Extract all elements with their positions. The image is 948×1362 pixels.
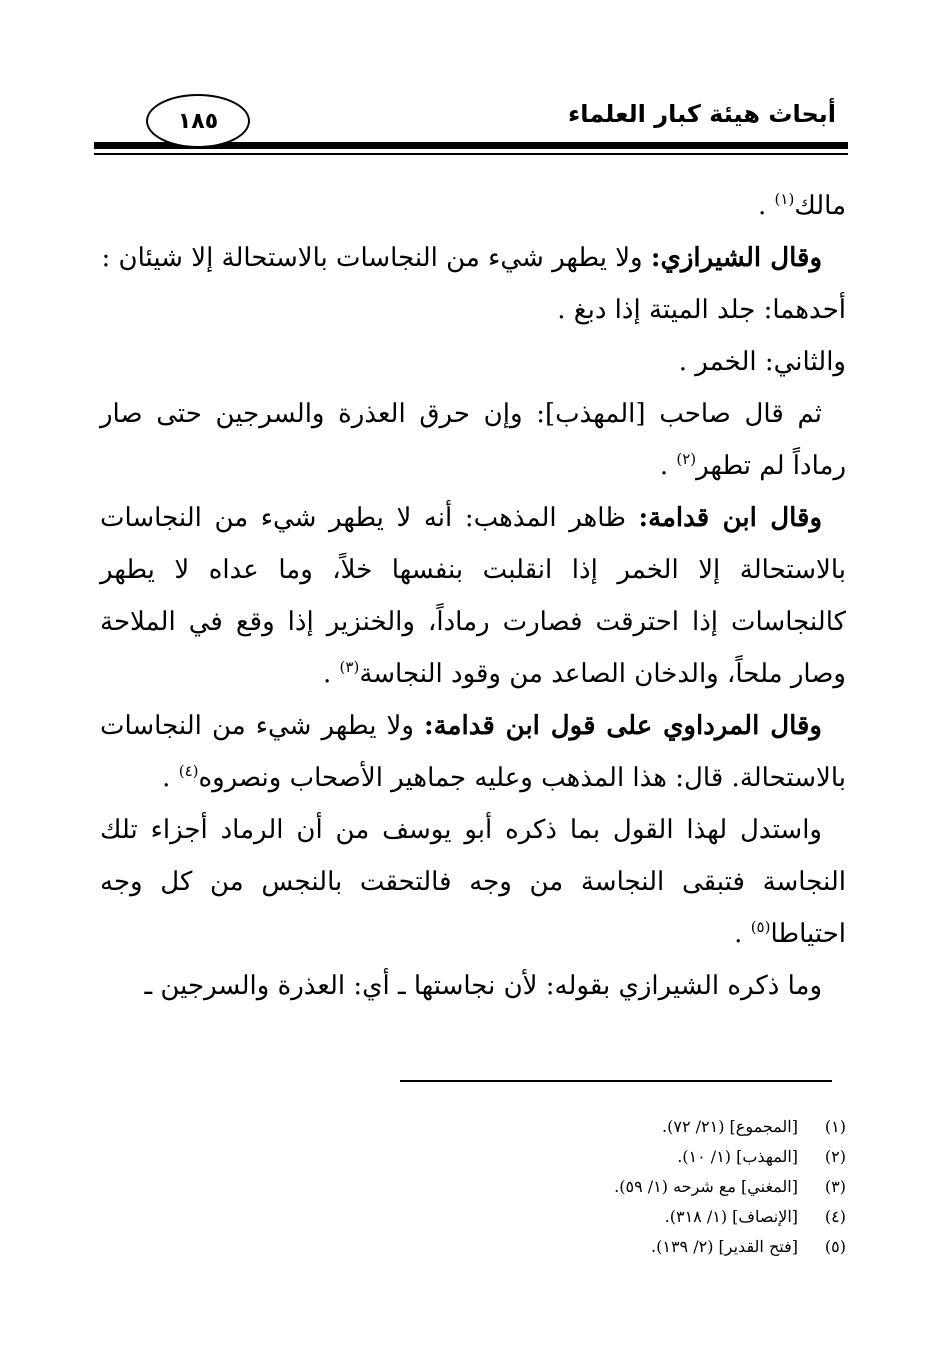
paragraph-8: واستدل لهذا القول بما ذكره أبو يوسف من أن الرماد أجزاء تلك النجاسة فتبقى النجاسة من وجه فالتحقت بالنجس من كل وجه احتياطا$^{(٥)}$ . (100, 815, 846, 949)
paragraph-6: وقال ابن قدامة: ظاهر المذهب: أنه لا يطهر شيء من النجاسات بالاستحالة إلا الخمر إذا انقلبت بنفسها خلاً، وما عداه لا يطهر كالنجاسات إذا احترقت فصارت رماداً، والخنزير إذا وقع في الملاحة وصار ملحاً، والدخان الصاعد من وقود النجاسة$^{(٣)}$ . (100, 503, 846, 689)
paragraph-2: وقال الشيرازي: ولا يطهر شيء من النجاسات بالاستحالة إلا شيئان : (101, 243, 822, 273)
speaker-mardawi: وقال المرداوي على قول ابن قدامة: (424, 711, 822, 741)
footnote-text: [المهذب] (١/ ١٠). (677, 1147, 798, 1166)
paragraph-5: ثم قال صاحب [المهذب]: وإن حرق العذرة والسرجين حتى صار رماداً لم تطهر$^{(٢)}$ . (100, 399, 846, 481)
footnote-text: [الإنصاف] (١/ ٣١٨). (664, 1207, 798, 1226)
footnote-number: (٢) (824, 1147, 846, 1166)
running-title: أبحاث هيئة كبار العلماء (567, 100, 836, 128)
footnote-ref-1: (١) (774, 190, 795, 208)
paragraph-7: وقال المرداوي على قول ابن قدامة: ولا يطهر شيء من النجاسات بالاستحالة. قال: هذا المذهب وعليه جماهير الأصحاب ونصروه$^{(٤)}$ . (100, 711, 846, 793)
footnote-number: (١) (824, 1117, 846, 1136)
footnote-ref-5: (٥) (750, 918, 771, 936)
paragraph-9: وما ذكره الشيرازي بقوله: لأن نجاستها ـ أي: العذرة والسرجين ـ (144, 971, 822, 1001)
footnote-text: [المغني] مع شرحه (١/ ٥٩). (614, 1177, 798, 1196)
footnote-number: (٥) (824, 1237, 846, 1256)
footnote-5 (100, 1232, 846, 1262)
speaker-ibn-qudama: وقال ابن قدامة: (638, 503, 822, 533)
footnote-2 (100, 1142, 846, 1172)
footnote-separator (400, 1080, 832, 1082)
footnotes (100, 1112, 846, 1262)
speaker-shirazi: وقال الشيرازي: (650, 243, 822, 273)
footnote-4 (100, 1202, 846, 1232)
footnote-text: [المجموع] (٢١/ ٧٢). (662, 1117, 798, 1136)
main-text (100, 180, 846, 1012)
footnote-ref-2: (٢) (676, 450, 697, 468)
paragraph-3: أحدهما: جلد الميتة إذا دبغ . (557, 295, 846, 325)
footnote-3 (100, 1172, 846, 1202)
footnote-text: [فتح القدير] (٢/ ١٣٩). (651, 1237, 798, 1256)
footnote-number: (٤) (824, 1207, 846, 1226)
page-header (94, 92, 848, 162)
paragraph-1: مالك$^{(١)}$ . (758, 190, 846, 221)
footnote-ref-4: (٤) (178, 762, 199, 780)
footnote-number: (٣) (824, 1177, 846, 1196)
footnote-ref-3: (٣) (339, 658, 360, 676)
footnote-1 (100, 1112, 846, 1142)
header-rule-thin (94, 153, 848, 155)
page-number: ١٨٥ (146, 94, 250, 148)
paragraph-4: والثاني: الخمر . (678, 347, 846, 377)
